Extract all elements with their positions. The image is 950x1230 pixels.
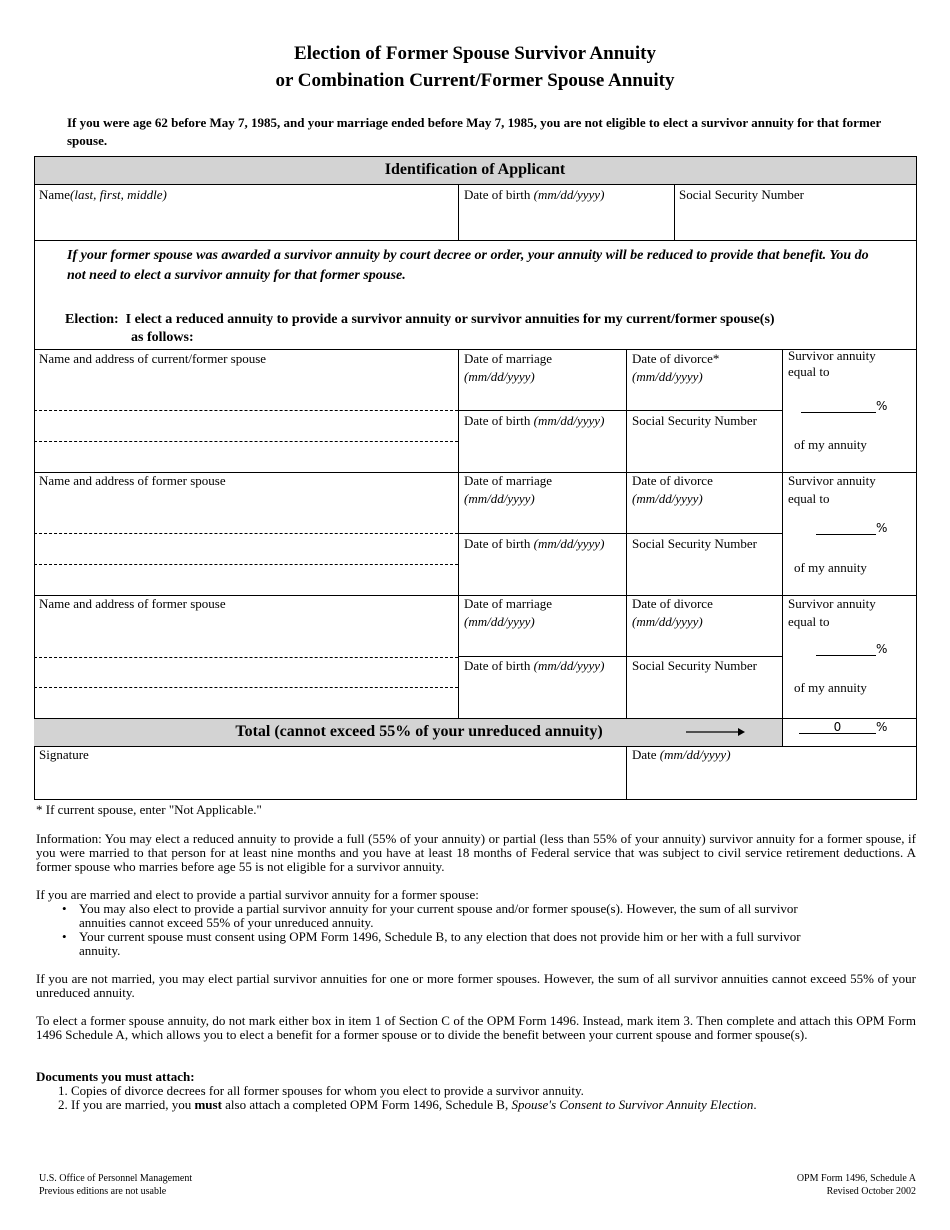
spouse2-dob-label: Date of birth [464,536,531,551]
spouse2-percent-input[interactable] [816,520,876,535]
signature-date-label: Date [632,747,657,762]
to-elect-paragraph: To elect a former spouse annuity, do not mark either box in item 1 of Section C of the OPM Form 1496. Instead, mark item 3. Then complete and attach this OPM Form 1496 Schedule A, which allows you to elect a benefit for a former spouse or to divide the benefit between your current spouse and former spouse(s). [36,1013,916,1042]
applicant-dob-field[interactable] [464,186,604,204]
spouse3-of-annuity: of my annuity [794,680,867,695]
spouse1-ssn-label: Social Security Number [632,413,757,428]
applicant-dob-label: Date of birth [464,187,531,202]
signature-date-field[interactable] [632,746,731,764]
election-text-line1: I elect a reduced annuity to provide a survivor annuity or survivor annuities for my current/former spouse(s) [125,312,775,327]
applicant-ssn-field[interactable] [679,186,804,204]
spouse3-name-address-label: Name and address of former spouse [39,596,226,611]
spouse3-divorce-label: Date of divorce [632,596,713,611]
spouse3-survivor-label-line1: Survivor annuity [788,596,876,611]
spouse2-divorce-field[interactable] [632,472,713,508]
form-title-line1: Election of Former Spouse Survivor Annuity [294,43,656,64]
spouse2-dob-field[interactable] [464,535,604,553]
not-married-paragraph: If you are not married, you may elect partial survivor annuities for one or more former spouses. However, the sum of all survivor annuities cannot exceed 55% of your unreduced annuity. [36,971,916,1000]
spouse1-dob-hint: (mm/dd/yyyy) [533,413,605,428]
spouse3-survivor-label [788,595,876,631]
documents-item-2-end: . [753,1097,757,1112]
information-paragraph: Information: You may elect a reduced annuity to provide a full (55% of your annuity) or partial (less than 55% of your annuity) survivor annuity for a former spouse, if you were married to that person for at least nine months and you have at least 18 months of Federal service that was subject to civil service retirement deductions. A former spouse who marries before age 55 is not eligible for a survivor annuity. [36,831,916,874]
spouse2-survivor-label-line2: equal to [788,491,830,506]
spouse1-survivor-label-line1: Survivor annuity [788,348,876,363]
spouse3-marriage-field[interactable] [464,595,552,631]
spouse1-marriage-hint: (mm/dd/yyyy) [464,369,535,384]
spouse3-percent-input[interactable] [816,641,876,656]
married-bullet-2: • Your current spouse must consent using OPM Form 1496, Schedule B, to any election that does not provide him or her with a full survivor annuity. [62,930,822,958]
footer-revision: Revised October 2002 [826,1186,916,1197]
spouse3-dob-label: Date of birth [464,658,531,673]
documents-item-2-mid: also attach a completed OPM Form 1496, Schedule B, [221,1097,512,1112]
married-intro: If you are married and elect to provide a partial survivor annuity for a former spouse: [36,887,479,902]
documents-item-2 [58,1098,918,1112]
identification-header: Identification of Applicant [384,161,566,178]
eligibility-warning: If you were age 62 before May 7, 1985, and your marriage ended before May 7, 1985, you are not eligible to elect a survivor annuity for that former spouse. [67,115,882,148]
total-label: Total (cannot exceed 55% of your unreduced annuity) [235,723,603,740]
spouse2-marriage-field[interactable] [464,472,552,508]
election-text-line2: as follows: [131,330,194,345]
footnote: * If current spouse, enter "Not Applicable." [36,802,262,817]
spouse3-marriage-hint: (mm/dd/yyyy) [464,614,535,629]
spouse1-dob-field[interactable] [464,412,604,430]
documents-heading: Documents you must attach: [36,1069,195,1084]
form-title-line2: or Combination Current/Former Spouse Annuity [275,70,675,91]
spouse1-marriage-field[interactable] [464,350,552,386]
applicant-ssn-label: Social Security Number [679,187,804,202]
signature-field[interactable] [39,746,89,764]
total-value: 0 [833,720,842,734]
footer-left [39,1172,192,1198]
spouse1-survivor-label [788,348,876,380]
spouse1-divorce-hint: (mm/dd/yyyy) [632,369,703,384]
signature-date-hint: (mm/dd/yyyy) [659,747,731,762]
spouse3-divorce-hint: (mm/dd/yyyy) [632,614,703,629]
spouse2-survivor-label [788,472,876,508]
married-bullet-1: • You may also elect to provide a partial survivor annuity for your current spouse and/or former spouse(s). However, the sum of all survivor annuities cannot exceed 55% of your unreduced annuity. [62,902,822,930]
spouse1-dob-label: Date of birth [464,413,531,428]
election-label: Election: [65,312,119,327]
spouse2-percent-sign: % [876,521,888,535]
spouse2-dob-hint: (mm/dd/yyyy) [533,536,605,551]
applicant-name-label: Name [39,187,71,202]
spouse1-divorce-label: Date of divorce* [632,351,720,366]
footer-previous-editions: Previous editions are not usable [39,1186,167,1197]
applicant-dob-hint: (mm/dd/yyyy) [533,187,605,202]
spouse1-percent-sign: % [876,399,888,413]
total-percent-sign: % [876,720,888,734]
spouse2-ssn-label: Social Security Number [632,536,757,551]
married-bullet-list [62,902,822,958]
spouse3-ssn-field[interactable] [632,657,757,675]
court-order-notice: If your former spouse was awarded a survivor annuity by court decree or order, your annuity will be reduced to provide that benefit. You do not need to elect a survivor annuity for that former spouse. [67,248,869,283]
spouse1-of-annuity: of my annuity [794,437,867,452]
spouse1-name-address-label: Name and address of current/former spouse [39,351,267,366]
spouse3-marriage-label: Date of marriage [464,596,553,611]
spouse3-name-address-field[interactable] [39,595,226,613]
footer-form-number: OPM Form 1496, Schedule A [796,1173,916,1184]
spouse2-ssn-field[interactable] [632,535,757,553]
documents-item-2-bold: must [194,1097,222,1112]
spouse2-name-address-label: Name and address of former spouse [39,473,226,488]
spouse1-marriage-label: Date of marriage [464,351,553,366]
spouse2-marriage-hint: (mm/dd/yyyy) [464,491,535,506]
spouse3-dob-hint: (mm/dd/yyyy) [533,658,605,673]
spouse1-percent-input[interactable] [801,398,876,413]
spouse3-divorce-field[interactable] [632,595,713,631]
election-statement [65,311,885,347]
spouse1-divorce-field[interactable] [632,350,719,386]
spouse1-ssn-field[interactable] [632,412,757,430]
spouse3-dob-field[interactable] [464,657,604,675]
documents-item-2-italic: Spouse's Consent to Survivor Annuity Election [511,1097,754,1112]
spouse2-survivor-label-line1: Survivor annuity [788,473,876,488]
footer-agency: U.S. Office of Personnel Management [39,1173,193,1184]
spouse3-survivor-label-line2: equal to [788,614,830,629]
spouse1-name-address-field[interactable] [39,350,266,368]
spouse2-divorce-label: Date of divorce [632,473,713,488]
documents-item-1: 1. Copies of divorce decrees for all former spouses for whom you elect to provide a survivor annuity. [58,1083,584,1098]
spouse2-of-annuity: of my annuity [794,560,867,575]
spouse1-survivor-label-line2: equal to [788,364,830,379]
signature-label: Signature [39,747,89,762]
applicant-name-field[interactable] [39,186,167,204]
arrow-right-icon [686,726,746,738]
spouse2-name-address-field[interactable] [39,472,226,490]
applicant-name-hint: (last, first, middle) [70,187,167,202]
documents-item-2-pre: 2. If you are married, you [58,1097,195,1112]
spouse3-percent-sign: % [876,642,888,656]
spouse2-marriage-label: Date of marriage [464,473,553,488]
spouse2-divorce-hint: (mm/dd/yyyy) [632,491,703,506]
spouse3-ssn-label: Social Security Number [632,658,757,673]
footer-right [797,1172,916,1198]
